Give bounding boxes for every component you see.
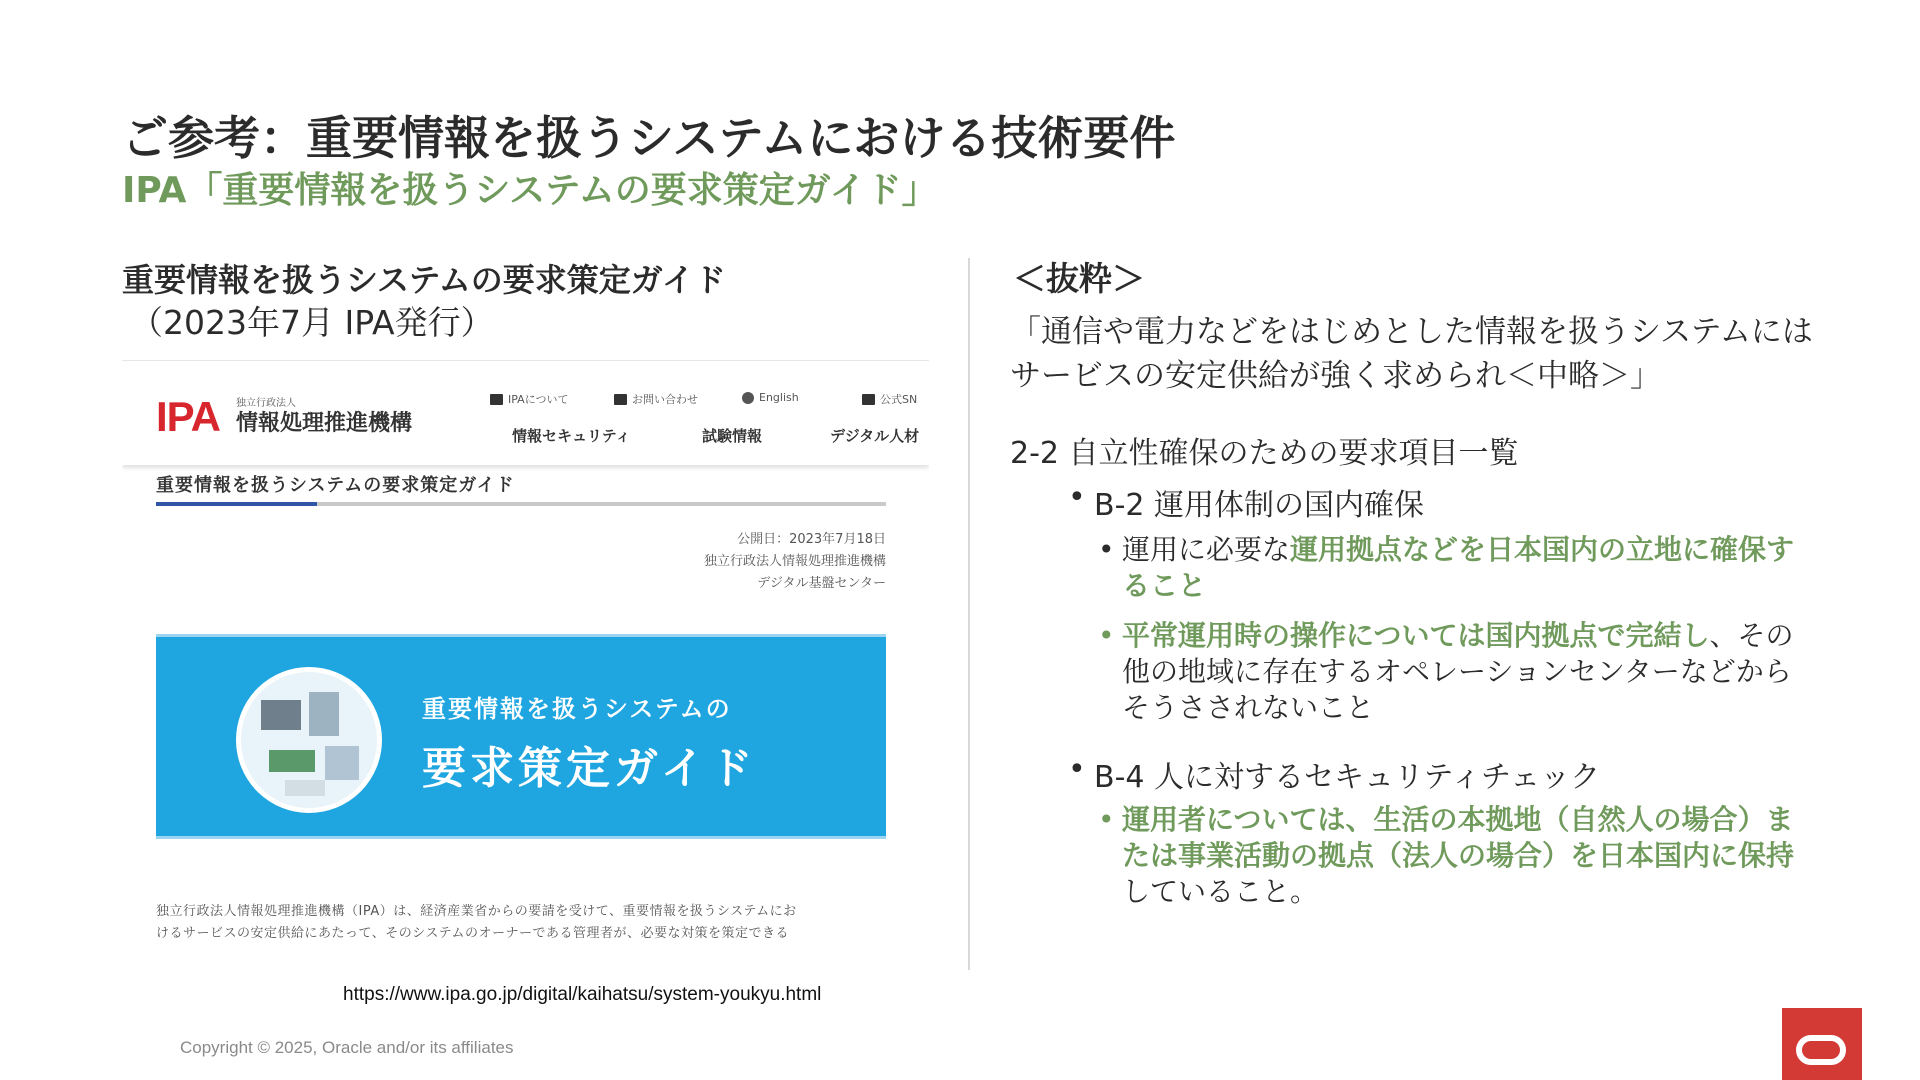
topnav-contact: お問い合わせ xyxy=(614,391,698,407)
list-item-b2-2: • 平常運用時の操作については国内拠点で完結し、その他の地域に存在するオペレーションセンターなどからそうさされないこと xyxy=(1098,619,1794,724)
mail-icon xyxy=(614,394,627,405)
list-item-b2-1: • 運用に必要な運用拠点などを日本国内の立地に確保すること xyxy=(1098,533,1795,602)
topnav-english: English xyxy=(742,391,799,404)
oracle-ring-icon xyxy=(1796,1035,1846,1065)
mainnav-exam: 試験情報 xyxy=(702,427,763,445)
oracle-logo xyxy=(1782,1008,1862,1080)
publication-info xyxy=(704,529,886,595)
mainnav-digital: デジタル人材 xyxy=(830,427,920,445)
pub-date: 公開日：2023年7月18日 xyxy=(737,532,886,547)
copyright: Copyright © 2025, Oracle and/or its affiliates xyxy=(180,1038,514,1057)
pub-org: 独立行政法人情報処理推進機構 xyxy=(703,554,886,569)
guide-heading: 重要情報を扱うシステムの要求策定ガイド xyxy=(122,261,726,299)
list-heading: 2-2 自立性確保のための要求項目一覧 xyxy=(1010,436,1519,471)
source-url[interactable]: https://www.ipa.go.jp/digital/kaihatsu/system-youkyu.html xyxy=(343,984,822,1005)
banner-line1: 重要情報を扱うシステムの xyxy=(422,695,732,723)
mainnav-security: 情報セキュリティ xyxy=(512,427,631,445)
read-progress xyxy=(156,502,886,506)
column-divider xyxy=(968,258,970,970)
list-item-b4: • B-4 人に対するセキュリティチェック xyxy=(1068,752,1601,795)
ipa-body-text: 独立行政法人情報処理推進機構（IPA）は、経済産業省からの要請を受けて、重要情報を扱うシステムにお けるサービスの安定供給にあたって、そのシステムのオーナーである管理者が、必要な対策を策定できる xyxy=(156,904,797,941)
sns-icon xyxy=(862,394,875,405)
org-type: 独立行政法人 xyxy=(236,398,296,409)
slide-title: ご参考：重要情報を扱うシステムにおける技術要件 xyxy=(122,111,1176,165)
guide-date: （2023年7月 IPA発行） xyxy=(130,303,494,342)
ipa-page-screenshot xyxy=(122,360,929,955)
guide-banner xyxy=(156,634,886,839)
globe-icon xyxy=(742,392,754,404)
illustration-circle xyxy=(236,667,382,813)
banner-line2: 要求策定ガイド xyxy=(422,743,757,794)
excerpt-title: ＜抜粋＞ xyxy=(1013,259,1145,298)
ipa-header xyxy=(122,361,929,465)
org-name: 情報処理推進機構 xyxy=(236,411,413,436)
ipa-page-title: 重要情報を扱うシステムの要求策定ガイド xyxy=(156,475,515,496)
ipa-logo: IPA xyxy=(156,393,220,440)
document-icon xyxy=(490,394,503,405)
slide-subtitle: IPA「重要情報を扱うシステムの要求策定ガイド」 xyxy=(122,170,938,211)
topnav-about: IPAについて xyxy=(490,391,568,407)
list-item-b4-1: • 運用者については、生活の本拠地（自然人の場合）または事業活動の拠点（法人の場合）を日本国内に保持していること。 xyxy=(1098,803,1795,908)
excerpt-quote: 「通信や電力などをはじめとした情報を扱うシステムには サービスの安定供給が強く求められ＜中略＞」 xyxy=(1010,314,1813,394)
list-item-b2: • B-2 運用体制の国内確保 xyxy=(1068,480,1425,523)
topnav-sns: 公式SN xyxy=(862,391,917,407)
pub-center: デジタル基盤センター xyxy=(757,576,886,591)
read-progress-fill xyxy=(156,502,317,506)
